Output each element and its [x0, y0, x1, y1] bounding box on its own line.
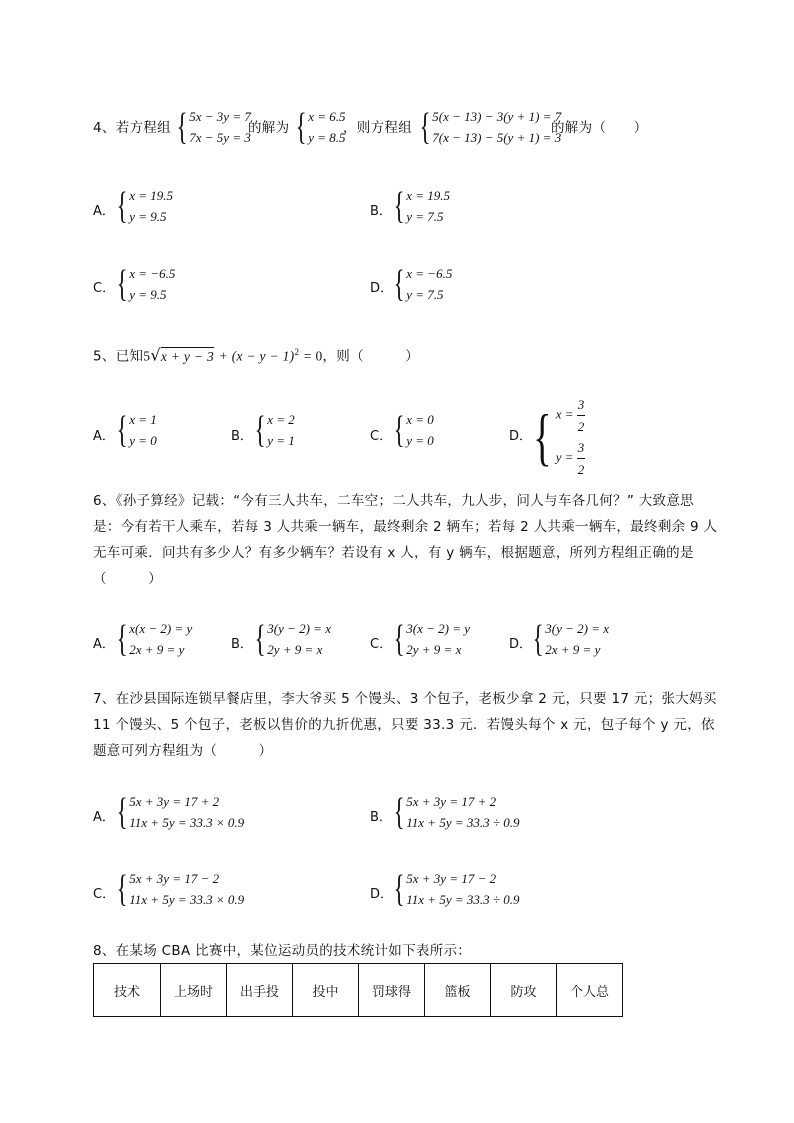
q5-option-a[interactable] — [113, 409, 157, 451]
fraction — [577, 437, 586, 480]
q5-option-d-row-2 — [556, 437, 586, 480]
q4-mid2: ，则方程组 — [343, 120, 412, 136]
q7-option-d-label[interactable]: D． — [370, 887, 394, 902]
q4-suffix: 的解为（ ） — [551, 120, 648, 136]
brace-icon: { — [533, 401, 552, 472]
q7-option-d-row-1: 5x + 3y = 17 − 2 — [406, 871, 497, 886]
q4-option-a-row-1: x = 19.5 — [129, 188, 174, 203]
q7-option-c-row-2: 11x + 5y = 33.3 × 0.9 — [129, 892, 245, 907]
q6-option-c[interactable] — [390, 618, 470, 660]
q4-sol-row-1: x = 6.5 — [308, 109, 346, 124]
q5-option-a-label[interactable]: A． — [93, 429, 115, 444]
brace-icon: { — [393, 409, 405, 451]
q5-option-b-row-1: x = 2 — [267, 412, 295, 427]
brace-icon: { — [116, 263, 128, 305]
q5-coef: 5 — [143, 348, 151, 364]
q4-sys1-row-2: 7x − 5y = 3 — [189, 130, 251, 145]
table-header-cell: 防攻 — [491, 964, 557, 1017]
q5-option-c-row-1: x = 0 — [406, 412, 434, 427]
q7-option-a[interactable] — [113, 791, 244, 833]
q4-solution — [292, 106, 346, 148]
q5-prefix: 5、已知 — [93, 348, 144, 365]
q6-option-c-row-1: 3(x − 2) = y — [406, 621, 470, 636]
brace-icon: { — [295, 106, 307, 148]
q5-option-c[interactable] — [390, 409, 434, 451]
q4-option-b-row-2: y = 7.5 — [406, 209, 444, 224]
q5-eq: = 0 — [303, 348, 323, 364]
brace-icon: { — [116, 185, 128, 227]
brace-icon: { — [393, 263, 405, 305]
q6-option-d[interactable] — [529, 618, 609, 660]
brace-icon: { — [393, 868, 405, 910]
q5-option-d-y: y = — [555, 449, 574, 465]
q5-option-d-x: x = — [555, 406, 574, 422]
q5-exp: 2 — [294, 347, 300, 357]
brace-icon: { — [532, 618, 544, 660]
brace-icon: { — [176, 106, 188, 148]
q7-option-b-label[interactable]: B． — [370, 810, 392, 825]
fraction — [577, 394, 586, 437]
q6-line-2: 是：今有若干人乘车，若每 3 人共乘一辆车，最终剩余 2 辆车；若每 2 人共乘一辆车，最终剩余 9 人 — [93, 519, 718, 535]
brace-icon: { — [116, 409, 128, 451]
q7-line-2: 11 个馒头、5 个包子，老板以售价的九折优惠，只要 33.3 元．若馒头每个 x 元，包子每个 y 元，依 — [93, 717, 715, 733]
q6-line-4: （ ） — [93, 571, 162, 587]
q4-option-a-label[interactable]: A． — [93, 204, 115, 219]
q5-option-c-row-2: y = 0 — [406, 433, 434, 448]
fraction-num: 3 — [577, 437, 586, 459]
q5-option-a-row-1: x = 1 — [129, 412, 157, 427]
table-header-cell: 出手投 — [227, 964, 293, 1017]
q7-option-b-row-1: 5x + 3y = 17 + 2 — [406, 794, 497, 809]
q6-option-b-row-2: 2y + 9 = x — [267, 642, 323, 657]
brace-icon: { — [393, 185, 405, 227]
q4-option-d-label[interactable]: D． — [370, 281, 394, 296]
brace-icon: { — [419, 106, 431, 148]
q6-option-b-label[interactable]: B． — [231, 637, 253, 652]
q8-stem: 8、在某场 CBA 比赛中，某位运动员的技术统计如下表所示： — [93, 943, 472, 959]
table-header-cell: 个人总 — [557, 964, 623, 1017]
q7-option-a-row-1: 5x + 3y = 17 + 2 — [129, 794, 220, 809]
table-header-cell: 篮板 — [425, 964, 491, 1017]
brace-icon: { — [254, 618, 266, 660]
q7-line-1: 7、在沙县国际连锁早餐店里，李大爷买 5 个馒头、3 个包子，老板少拿 2 元，只要 17 元；张大妈买 — [93, 691, 717, 707]
q4-option-a-row-2: y = 9.5 — [129, 209, 167, 224]
fraction-num: 3 — [577, 394, 586, 416]
brace-icon: { — [393, 791, 405, 833]
q7-option-a-row-2: 11x + 5y = 33.3 × 0.9 — [129, 815, 245, 830]
table-row — [94, 964, 623, 1017]
q6-option-c-row-2: 2y + 9 = x — [406, 642, 462, 657]
q4-option-b[interactable] — [390, 185, 450, 227]
q4-mid: 的解为 — [248, 120, 290, 136]
table-header-cell: 投中 — [293, 964, 359, 1017]
q7-option-b[interactable] — [390, 791, 520, 833]
q4-option-c[interactable] — [113, 263, 175, 305]
q4-prefix: 4、若方程组 — [93, 120, 171, 136]
brace-icon: { — [393, 618, 405, 660]
q7-option-b-row-2: 11x + 5y = 33.3 ÷ 0.9 — [406, 815, 520, 830]
fraction-den: 2 — [577, 419, 585, 434]
q5-option-c-label[interactable]: C． — [370, 429, 393, 444]
q6-option-d-row-1: 3(y − 2) = x — [545, 621, 609, 636]
q4-option-c-label[interactable]: C． — [93, 281, 116, 296]
q5-option-b-label[interactable]: B． — [231, 429, 253, 444]
q6-option-a-label[interactable]: A． — [93, 637, 115, 652]
q6-option-a-row-2: 2x + 9 = y — [129, 642, 185, 657]
table-header-cell: 上场时 — [161, 964, 227, 1017]
q7-option-c-row-1: 5x + 3y = 17 − 2 — [129, 871, 220, 886]
q4-option-c-row-1: x = −6.5 — [129, 266, 176, 281]
sqrt-icon: √ — [150, 345, 161, 365]
q4-option-c-row-2: y = 9.5 — [129, 287, 167, 302]
q7-option-c[interactable] — [113, 868, 244, 910]
q4-system-2 — [416, 106, 561, 148]
brace-icon: { — [254, 409, 266, 451]
q7-option-a-label[interactable]: A． — [93, 810, 115, 825]
q6-option-c-label[interactable]: C． — [370, 637, 393, 652]
q5-option-d[interactable] — [527, 394, 585, 480]
q4-option-d[interactable] — [390, 263, 452, 305]
q4-option-a[interactable] — [113, 185, 173, 227]
table-header-cell: 技术 — [94, 964, 161, 1017]
q4-sys2-row-2: 7(x − 13) − 5(y + 1) = 3 — [432, 130, 562, 145]
q7-option-d[interactable] — [390, 868, 520, 910]
q6-option-a[interactable] — [113, 618, 192, 660]
q5-radicand: x + y − 3 — [160, 348, 215, 364]
q4-option-d-row-2: y = 7.5 — [406, 287, 444, 302]
q4-option-d-row-1: x = −6.5 — [406, 266, 453, 281]
q5-option-d-label[interactable]: D． — [509, 429, 533, 444]
q7-option-d-row-2: 11x + 5y = 33.3 ÷ 0.9 — [406, 892, 520, 907]
q4-option-b-row-1: x = 19.5 — [406, 188, 451, 203]
q6-option-d-row-2: 2x + 9 = y — [545, 642, 601, 657]
q4-option-b-label[interactable]: B． — [370, 204, 392, 219]
table-header-cell: 罚球得 — [359, 964, 425, 1017]
stats-table — [93, 963, 623, 1017]
q6-line-3: 无车可乘．问共有多少人？有多少辆车？若设有 x 人，有 y 辆车，根据题意，所列方程组正确的是 — [93, 545, 694, 561]
q5-suffix: ，则（ ） — [322, 348, 420, 365]
q4-sys2-row-1: 5(x − 13) − 3(y + 1) = 7 — [432, 109, 562, 124]
q5-option-a-row-2: y = 0 — [129, 433, 157, 448]
q6-option-b-row-1: 3(y − 2) = x — [267, 621, 331, 636]
q4-sys1-row-1: 5x − 3y = 7 — [189, 109, 251, 124]
brace-icon: { — [116, 791, 128, 833]
q6-line-1: 6、《孙子算经》记载：“今有三人共车，二车空；二人共车，九人步，问人与车各几何？” 大致意思 — [93, 493, 694, 509]
q7-option-c-label[interactable]: C． — [93, 887, 116, 902]
q4-sol-row-2: y = 8.5 — [308, 130, 346, 145]
q5-option-d-row-1 — [556, 394, 586, 437]
q5-rest: + (x − y − 1) — [218, 348, 295, 364]
q5-option-b[interactable] — [251, 409, 295, 451]
q5-stem — [93, 343, 419, 366]
brace-icon: { — [116, 618, 128, 660]
q6-option-d-label[interactable]: D． — [509, 637, 533, 652]
q5-option-b-row-2: y = 1 — [267, 433, 295, 448]
fraction-den: 2 — [577, 462, 585, 477]
q4-stem — [93, 119, 171, 137]
q6-option-a-row-1: x(x − 2) = y — [129, 621, 193, 636]
brace-icon: { — [116, 868, 128, 910]
q7-line-3: 题意可列方程组为（ ） — [93, 743, 273, 759]
q6-option-b[interactable] — [251, 618, 331, 660]
q4-system-1 — [173, 106, 251, 148]
